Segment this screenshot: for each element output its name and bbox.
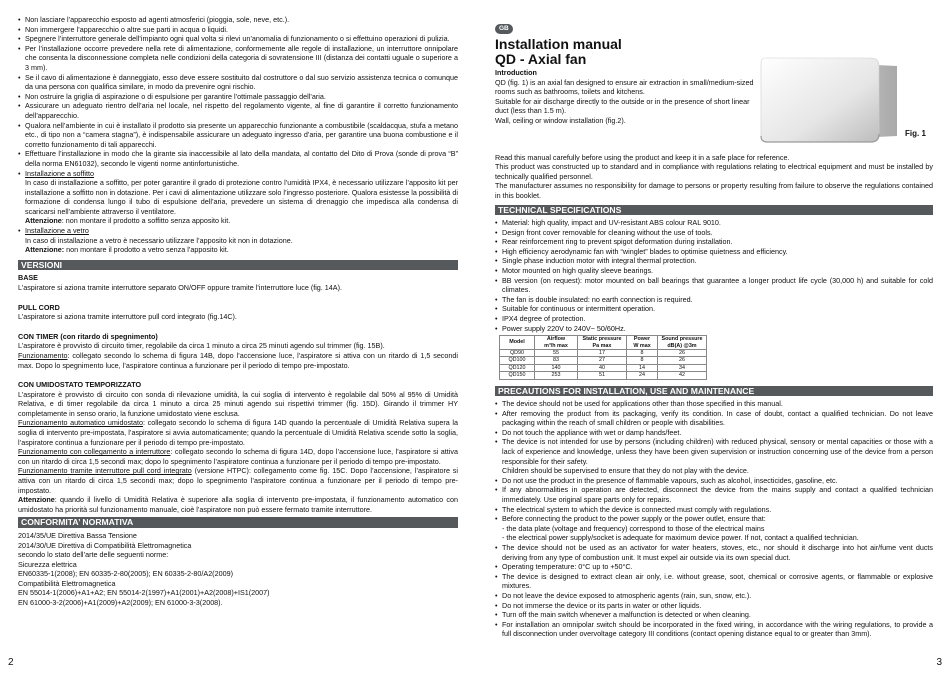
func-label: Funzionamento tramite interruttore pull cord integrato <box>18 466 192 476</box>
list-item: • Se il cavo di alimentazione è danneggiato, esso deve essere sostituito dal costruttore o dal suo servizio assistenza tecnica o comunque da una persona con qualifica similare, in modo da prevenire ogni rischio. <box>18 73 458 92</box>
conformita-heading: CONFORMITA’ NORMATIVA <box>18 517 458 528</box>
warning-text: non montare il prodotto a vetro senza l’apposito kit. <box>64 245 229 255</box>
humid-warning <box>18 495 458 514</box>
list-item: • After removing the product from its packaging, verify its condition. In case of doubt, contact a qualified technician. Do not leave packaging within the reach of small children or people with disabilities. <box>495 409 933 428</box>
conformita-line: EN 55014-1(2006)+A1+A2; EN 55014-2(1997)+A1(2001)+A2(2008)+IS1(2007) <box>18 588 270 598</box>
list-item: • If any abnormalities in operation are detected, disconnect the device from the mains supply and contact a qualified technician immediately. Use original spare parts only for repairs. <box>495 485 933 504</box>
list-item: • Rear reinforcement ring to prevent spigot deformation during installation. <box>495 237 933 247</box>
intro-line: QD (fig. 1) is an axial fan designed to ensure air extraction in small/medium-sized <box>495 77 754 87</box>
list-item <box>18 169 458 179</box>
humid-title: CON UMIDOSTATO TEMPORIZZATO <box>18 380 142 390</box>
introduction-heading: Introduction <box>495 68 537 77</box>
pull-text: L’aspiratore si aziona tramite interruttore pull cord integrato (fig.14C). <box>18 312 237 322</box>
column-header: Power W max <box>627 336 658 350</box>
page-number: 2 <box>8 657 14 668</box>
fan-image <box>751 56 901 144</box>
list-item: • Before connecting the product to the power supply or the power outlet, ensure that: <box>495 514 933 524</box>
intro-line: Wall, ceiling or window installation (fig.2). <box>495 115 626 125</box>
func-text: : collegato secondo lo schema di figura 14B, dopo l’accensione luce, l’aspiratore si attiva con un ritardo di 1,5 secondi max. Dopo lo spegnimento luce, l’aspiratore continua a funzionare per il periodo di tempo pre-impostato. <box>18 350 458 370</box>
spec-table <box>499 335 707 379</box>
func-text: : collegato secondo lo schema di figura 14D, dopo l’accensione luce, l’aspiratore si attiva con un ritardo di circa 1,5 secondi max; dopo lo spegnimento l’aspiratore continua a funzionare per il periodo di tempo pre-impostato. <box>18 447 458 466</box>
conformita-line: EN60335-1(2008); EN 60335-2-80(2005); EN 60335-2-80/A2(2009) <box>18 569 233 579</box>
func-text: (versione HTPC): collegamento come fig. 15C. Dopo l’accensione, l’aspiratore si attiva con un ritardo di circa 1,5 secondi max; dopo lo spegnimento l’aspiratore continua a funzionare per il periodo di tempo pre-impostato. <box>18 466 458 495</box>
ceiling-heading: Installazione a soffitto <box>25 168 94 178</box>
check-line: - the data plate (voltage and frequency) correspond to those of the electrical mains <box>502 523 765 533</box>
func-label: Funzionamento <box>18 350 68 360</box>
table-row: QD90 55 17 8 26 <box>500 349 707 356</box>
precautions-heading: PRECAUTIONS FOR INSTALLATION, USE AND MAINTENANCE <box>495 386 933 397</box>
list-item: • Non ostruire la griglia di aspirazione o di espulsione per garantire l’ottimale passaggio dell’aria. <box>18 92 458 102</box>
manual-subtitle: QD - Axial fan <box>495 51 587 67</box>
timer-func <box>18 351 458 370</box>
list-item: • Suitable for continuous or intermittent operation. <box>495 304 933 314</box>
conformita-line: 2014/35/UE Direttiva Bassa Tensione <box>18 530 137 540</box>
list-item: • The electrical system to which the device is connected must comply with regulations. <box>495 505 933 515</box>
list-item: • The device is designed to extract clean air only, i.e. without grease, soot, chemical or corrosive agents, or flammable or explosive mixtures. <box>495 572 933 591</box>
list-item: • The device should not be used as an activator for water heaters, stoves, etc., nor should it discharge into hot air/fume vent ducts deriving from any type of combustion unit. It must expel air outside via its own special duct. <box>495 543 933 562</box>
column-header: Static pressure Pa max <box>578 336 627 350</box>
list-item: • Turn off the main switch whenever a malfunction is detected or when cleaning. <box>495 610 933 620</box>
table-row: QD100 83 27 8 26 <box>500 357 707 364</box>
base-text: L’aspiratore si aziona tramite interruttore separato ON/OFF oppure tramite l’interruttore luce (fig. 14A). <box>18 282 342 292</box>
conformita-line: EN 61000-3-2(2006)+A1(2009)+A2(2009); EN 61000-3-3(2008). <box>18 598 223 608</box>
conformita-line: secondo lo stato dell’arte delle seguenti norme: <box>18 550 169 560</box>
list-item: • Non lasciare l’apparecchio esposto ad agenti atmosferici (pioggia, sole, neve, etc.). <box>18 15 458 25</box>
versioni-heading: VERSIONI <box>18 260 458 271</box>
column-header: Model <box>500 336 535 350</box>
conformita-line: 2014/30/UE Direttiva di Compatibilità Elettromagnetica <box>18 540 192 550</box>
list-item: • The fan is double insulated: no earth connection is required. <box>495 295 933 305</box>
list-item: • IPX4 degree of protection. <box>495 314 933 324</box>
humid-pullcord <box>18 466 458 495</box>
list-item: • Material: high quality, impact and UV-resistant ABS colour RAL 9010. <box>495 218 933 228</box>
timer-title: CON TIMER (con ritardo di spegnimento) <box>18 331 158 341</box>
list-item: • Design front cover removable for cleaning without the use of tools. <box>495 228 933 238</box>
list-item: • Do not touch the appliance with wet or damp hands/feet. <box>495 428 933 438</box>
list-item: • Per l’installazione occorre prevedere nella rete di alimentazione, conformemente alle regole di installazione, un interruttore onnipolare che consenta la disconnessione completa nelle condizioni della categoria di sovratensione III (distanza dei contatti uguale o superiore a 3 mm). <box>18 44 458 73</box>
list-item: • BB version (on request): motor mounted on ball bearings that guarantee a longer product life cycle (30,000 h) and suitable for cold climates. <box>495 276 933 295</box>
list-item: • Qualora nell’ambiente in cui è installato il prodotto sia presente un apparecchio funzionante a combustibile (scaldacqua, stufa a metano etc., di tipo non a “camera stagna”), è indispensabile assicurare un adeguato ingresso d’aria, per garantire una buona combustione e il corretto funzionamento di tali apparecchi. <box>18 121 458 150</box>
glass-heading: Installazione a vetro <box>25 226 89 236</box>
figure-label: Fig. 1 <box>905 129 926 138</box>
list-item: • The device is not intended for use by persons (including children) with reduced physical, sensory or mental capacities or those with a lack of experience and knowledge, unless they have been given supervision or instruction concerning use of the device from a person responsible for their safety. <box>495 437 933 466</box>
warning-label: Attenzione <box>18 495 55 505</box>
humid-text: L’aspiratore è provvisto di circuito con sonda di rilevazione umidità, la cui soglia di intervento è regolabile dal 50% al 95% di Umidità Relativa, e di timer regolabile da circa 1 minuto a circa 25 minuti agendo sui rispettivi trimmer (fig. 15D). Girando il trimmer HY completamente in senso orario, la funzione umidostato viene esclusa. <box>18 389 458 418</box>
table-row: QD150 253 51 24 42 <box>500 372 707 379</box>
conformita-line: Compatibilità Elettromagnetica <box>18 578 116 588</box>
warning-label: Attenzione <box>25 216 62 226</box>
list-item: • Motor mounted on high quality sleeve bearings. <box>495 266 933 276</box>
introduction-text <box>495 78 765 126</box>
list-item: • Do not immerse the device or its parts in water or other liquids. <box>495 601 933 611</box>
warning-text: : quando il livello di Umidità Relativa è superiore alla soglia di intervento pre-impostata, il funzionamento automatico con umidostato ha priorità sul funzionamento manuale, cioè l’aspiratore non può essere fermato tramite interruttore. <box>18 495 458 514</box>
glass-warning <box>18 245 458 255</box>
base-title: BASE <box>18 273 38 283</box>
warning-label: Attenzione: <box>25 245 65 255</box>
list-item <box>18 226 458 236</box>
manufacturer-text: The manufacturer assumes no responsibility for damage to persons or property resulting from failure to observe the regulations contained in this booklet. <box>495 181 933 200</box>
column-header: Airflow m³/h max <box>535 336 578 350</box>
tech-spec-list <box>495 218 933 333</box>
ceiling-warning <box>18 216 458 226</box>
check-line: - the electrical power supply/socket is adequate for maximum device power. If not, contact a qualified technician. <box>502 533 859 543</box>
func-label: Funzionamento automatico umidostato <box>18 418 144 428</box>
table-row: QD120 140 40 14 34 <box>500 364 707 371</box>
list-item: • The device should not be used for applications other than those specified in this manual. <box>495 399 933 409</box>
list-item: • Single phase induction motor with integral thermal protection. <box>495 256 933 266</box>
glass-text: In caso di installazione a vetro è necessario utilizzare l’apposito kit non in dotazione. <box>25 235 293 245</box>
manual-title: Installation manual <box>495 36 622 52</box>
list-item: • Do not leave the device exposed to atmospheric agents (rain, sun, snow, etc.). <box>495 591 933 601</box>
list-item: • Spegnere l’interruttore generale dell’impianto ogni qual volta si rilevi un’anomalia di funzionamento o si effettuino operazioni di pulizia. <box>18 34 458 44</box>
fan-illustration <box>751 56 901 144</box>
timer-text: L’aspiratore è provvisto di circuito timer, regolabile da circa 1 minuto a circa 25 minuti agendo sul trimmer (fig. 15B). <box>18 341 385 351</box>
page-number: 3 <box>936 657 942 668</box>
list-item: • For installation an omnipolar switch should be incorporated in the fixed wiring, in accordance with the wiring regulations, to provide a full disconnection under overvoltage category III conditions (contact opening distance equal to or greater than 3mm). <box>495 620 933 639</box>
list-item: • Do not use the product in the presence of flammable vapours, such as alcohol, insecticides, gasoline, etc. <box>495 476 933 486</box>
ceiling-text: In caso di installazione a soffitto, per poter garantire il grado di protezione contro l’umidità IPX4, è necessario utilizzare l’apposito kit per installazione a soffitto non in dotazione. Per i cavi di alimentazione utilizzare solo l’ingresso posteriore. Qualora esistesse la possibilità di formazione di condensa lungo il tubo di espulsione dell’aria, prevedere un sistema di drenaggio che impedisca alla condensa di scaricarsi nell’ambiente attraverso il ventilatore. <box>25 178 458 216</box>
right-page <box>475 0 950 674</box>
warning-text: : non montare il prodotto a soffitto senza apposito kit. <box>61 216 231 226</box>
precautions-list <box>495 399 933 466</box>
intro-line: duct (less than 1.5 m). <box>495 106 567 116</box>
read-text: Read this manual carefully before using the product and keep it in a safe place for reference. <box>495 152 790 162</box>
list-item: • Effettuare l’installazione in modo che la girante sia inaccessibile al lato della mandata, al contatto del Dito di Prova (sonde di prova “B” della norma EN61032), secondo le vigenti norme antinfortunistiche. <box>18 149 458 168</box>
tech-spec-heading: TECHNICAL SPECIFICATIONS <box>495 205 933 216</box>
intro-bullets-it <box>18 15 458 178</box>
func-text: : collegato secondo lo schema di figura 14D quando la percentuale di Umidità Relativa supera la soglia di intervento pre-impostata, l’aspiratore si avvia automaticamente; quando la percentuale di Umidità Relativa scende sotto la soglia, l’aspiratore continua a funzionare per il periodo di tempo pre-impostato. <box>18 418 458 447</box>
intro-line: Suitable for air discharge directly to the outside or in the presence of short linear <box>495 96 750 106</box>
language-badge: GB <box>495 24 513 34</box>
pull-title: PULL CORD <box>18 302 60 312</box>
list-item: • Operating temperature: 0°C up to +50°C. <box>495 562 933 572</box>
func-label: Funzionamento con collegamento a interruttore <box>18 447 171 457</box>
list-item: • Assicurare un adeguato rientro dell’aria nel locale, nel rispetto del regolamento vigente, al fine di garantire il corretto funzionamento dell’apparecchio. <box>18 101 458 120</box>
constructed-text: This product was constructed up to standard and in compliance with regulations relating to electrical equipment and must be installed by technically qualified personnel. <box>495 162 933 181</box>
list-item: • High efficiency aerodynamic fan with “winglet” blades to optimise quietness and efficiency. <box>495 247 933 257</box>
conformita-line: Sicurezza elettrica <box>18 559 77 569</box>
list-item: • Power supply 220V to 240V~ 50/60Hz. <box>495 324 933 334</box>
humid-auto <box>18 418 458 447</box>
glass-bullet <box>18 226 458 236</box>
children-note: Children should be supervised to ensure that they do not play with the device. <box>502 466 749 476</box>
column-header: Sound pressure dB(A) @3m <box>658 336 707 350</box>
table-header-row <box>500 336 707 350</box>
list-item: • Non immergere l’apparecchio o altre sue parti in acqua o liquidi. <box>18 25 458 35</box>
left-column <box>18 15 458 608</box>
intro-line: rooms such as bathrooms, toilets and kitchens. <box>495 87 645 97</box>
humid-switch <box>18 447 458 466</box>
precautions-list-cont <box>495 476 933 524</box>
precautions-list-cont2 <box>495 543 933 639</box>
